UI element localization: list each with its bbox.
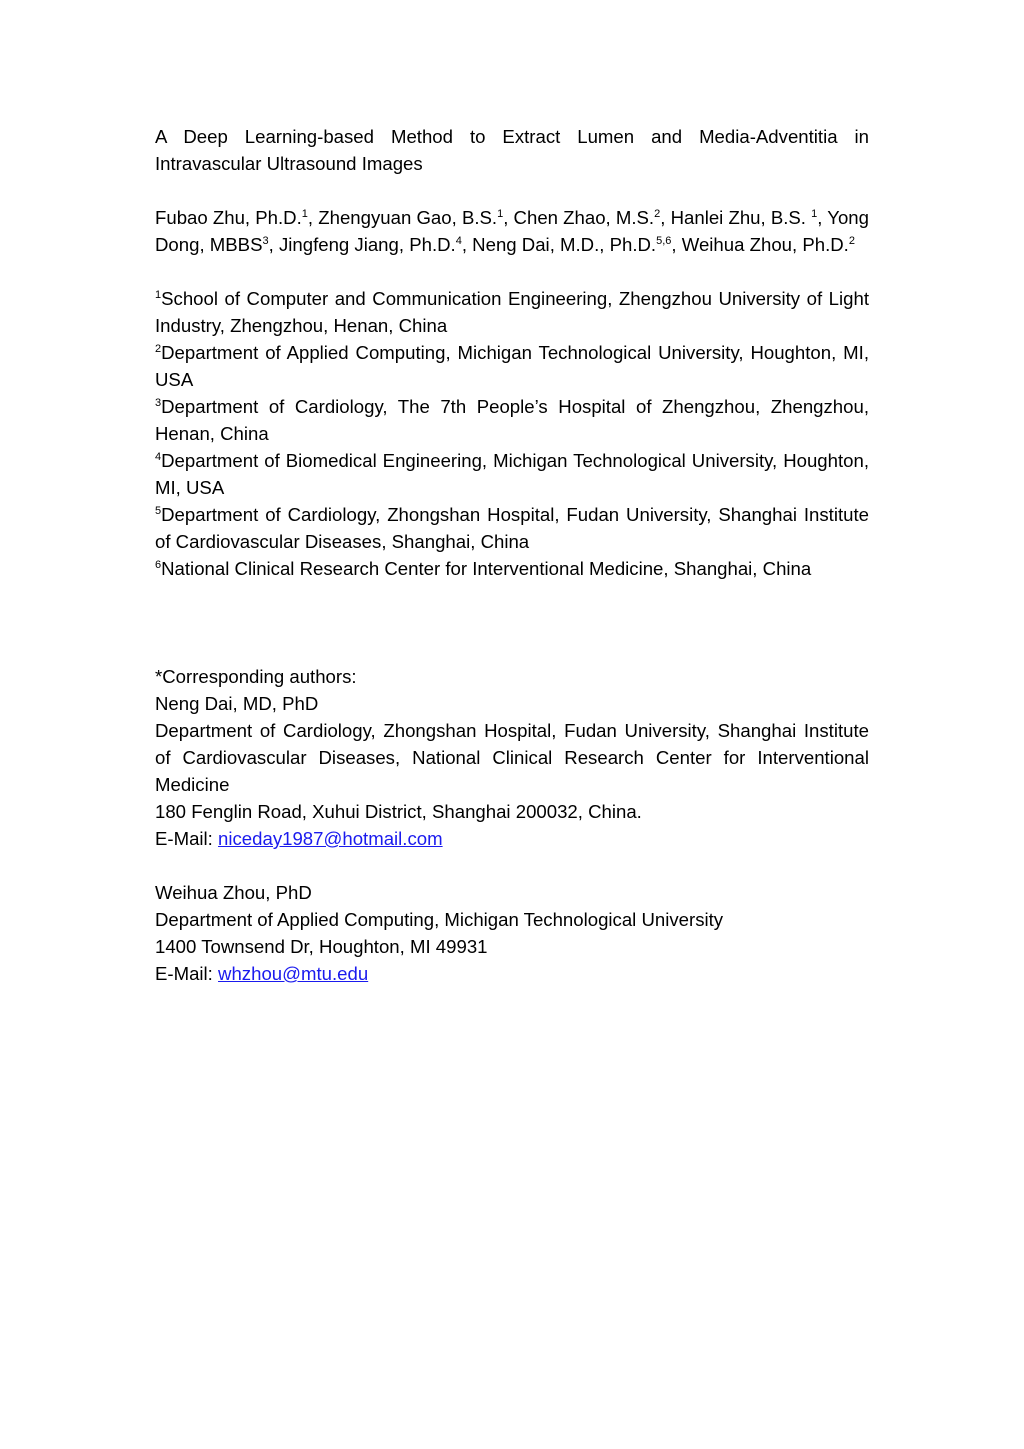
author-affiliation-number: 1 <box>497 208 504 220</box>
email-link[interactable]: niceday1987@hotmail.com <box>218 828 443 849</box>
email-label: E-Mail: <box>155 963 219 984</box>
corresponding-author-email-line <box>155 960 869 987</box>
author-affiliation-number: 1 <box>301 208 308 220</box>
author-name: Weihua Zhou, Ph.D. <box>681 234 849 255</box>
author-affiliation-number: 1 <box>811 208 818 220</box>
affiliation <box>155 285 869 339</box>
affiliation-number: 3 <box>155 397 162 409</box>
author-name: Hanlei Zhu, B.S. <box>670 207 812 228</box>
author-affiliation-number: 3 <box>262 235 269 247</box>
affiliation-text: Department of Cardiology, Zhongshan Hospital, Fudan University, Shanghai Institute of Cardiovascular Diseases, Shanghai, China <box>155 504 869 552</box>
author-affiliation-number: 5,6 <box>656 235 672 247</box>
author-name: Chen Zhao, M.S. <box>513 207 655 228</box>
affiliation-number: 5 <box>155 505 162 517</box>
corresponding-author-name: Weihua Zhou, PhD <box>155 882 312 903</box>
affiliation <box>155 555 869 582</box>
title-page-content <box>155 123 869 987</box>
author-list: Fubao Zhu, Ph.D.$^1$, Zhengyuan Gao, B.S.$^1$, Chen Zhao, M.S.$^2$, Hanlei Zhu, B.S. $^1$, Yong Dong, MBBS$^3$, Jingfeng Jiang, Ph.D.$^4$, Neng Dai, M.D., Ph.D.$^{5,6}$, Weihua Zhou, Ph.D.$^2$ <box>155 207 869 255</box>
affiliation-text: National Clinical Research Center for Interventional Medicine, Shanghai, China <box>161 558 812 579</box>
affiliation-number: 2 <box>155 343 162 355</box>
email-label: E-Mail: <box>155 828 219 849</box>
corresponding-author-address: 180 Fenglin Road, Xuhui District, Shanghai 200032, China. <box>155 801 642 822</box>
author-name: Neng Dai, M.D., Ph.D. <box>472 234 657 255</box>
author-affiliation-number: 2 <box>654 208 661 220</box>
corresponding-heading: *Corresponding authors: <box>155 666 357 687</box>
paper-title: A Deep Learning-based Method to Extract Lumen and Media-Adventitia in Intravascular Ultrasound Images <box>155 126 869 174</box>
affiliation <box>155 501 869 555</box>
author-affiliation-number: 4 <box>455 235 462 247</box>
author-name: Zhengyuan Gao, B.S. <box>318 207 498 228</box>
email-link[interactable]: whzhou@mtu.edu <box>218 963 369 984</box>
affiliation-number: 4 <box>155 451 162 463</box>
corresponding-author-name: Neng Dai, MD, PhD <box>155 693 319 714</box>
corresponding-author-department: Department of Applied Computing, Michigan Technological University <box>155 909 724 930</box>
affiliation <box>155 393 869 447</box>
author-name: Jingfeng Jiang, Ph.D. <box>278 234 456 255</box>
affiliation <box>155 339 869 393</box>
author-name: Yong Dong, MBBS <box>155 207 869 255</box>
corresponding-author-department: Department of Cardiology, Zhongshan Hospital, Fudan University, Shanghai Institute of Cardiovascular Diseases, National Clinical Research Center for Interventional Medicine <box>155 720 869 795</box>
affiliation-text: Department of Biomedical Engineering, Michigan Technological University, Houghton, MI, USA <box>155 450 869 498</box>
author-name: Fubao Zhu, Ph.D. <box>155 207 302 228</box>
affiliation-text: Department of Applied Computing, Michigan Technological University, Houghton, MI, USA <box>155 342 869 390</box>
affiliation-number: 1 <box>155 289 162 301</box>
affiliation-number: 6 <box>155 559 162 571</box>
affiliation <box>155 447 869 501</box>
author-affiliation-number: 2 <box>848 235 855 247</box>
corresponding-author-address: 1400 Townsend Dr, Houghton, MI 49931 <box>155 936 488 957</box>
corresponding-author-email-line <box>155 825 869 852</box>
affiliation-text: School of Computer and Communication Engineering, Zhengzhou University of Light Industry, Zhengzhou, Henan, China <box>155 288 869 336</box>
affiliation-text: Department of Cardiology, The 7th People’s Hospital of Zhengzhou, Zhengzhou, Henan, China <box>155 396 869 444</box>
